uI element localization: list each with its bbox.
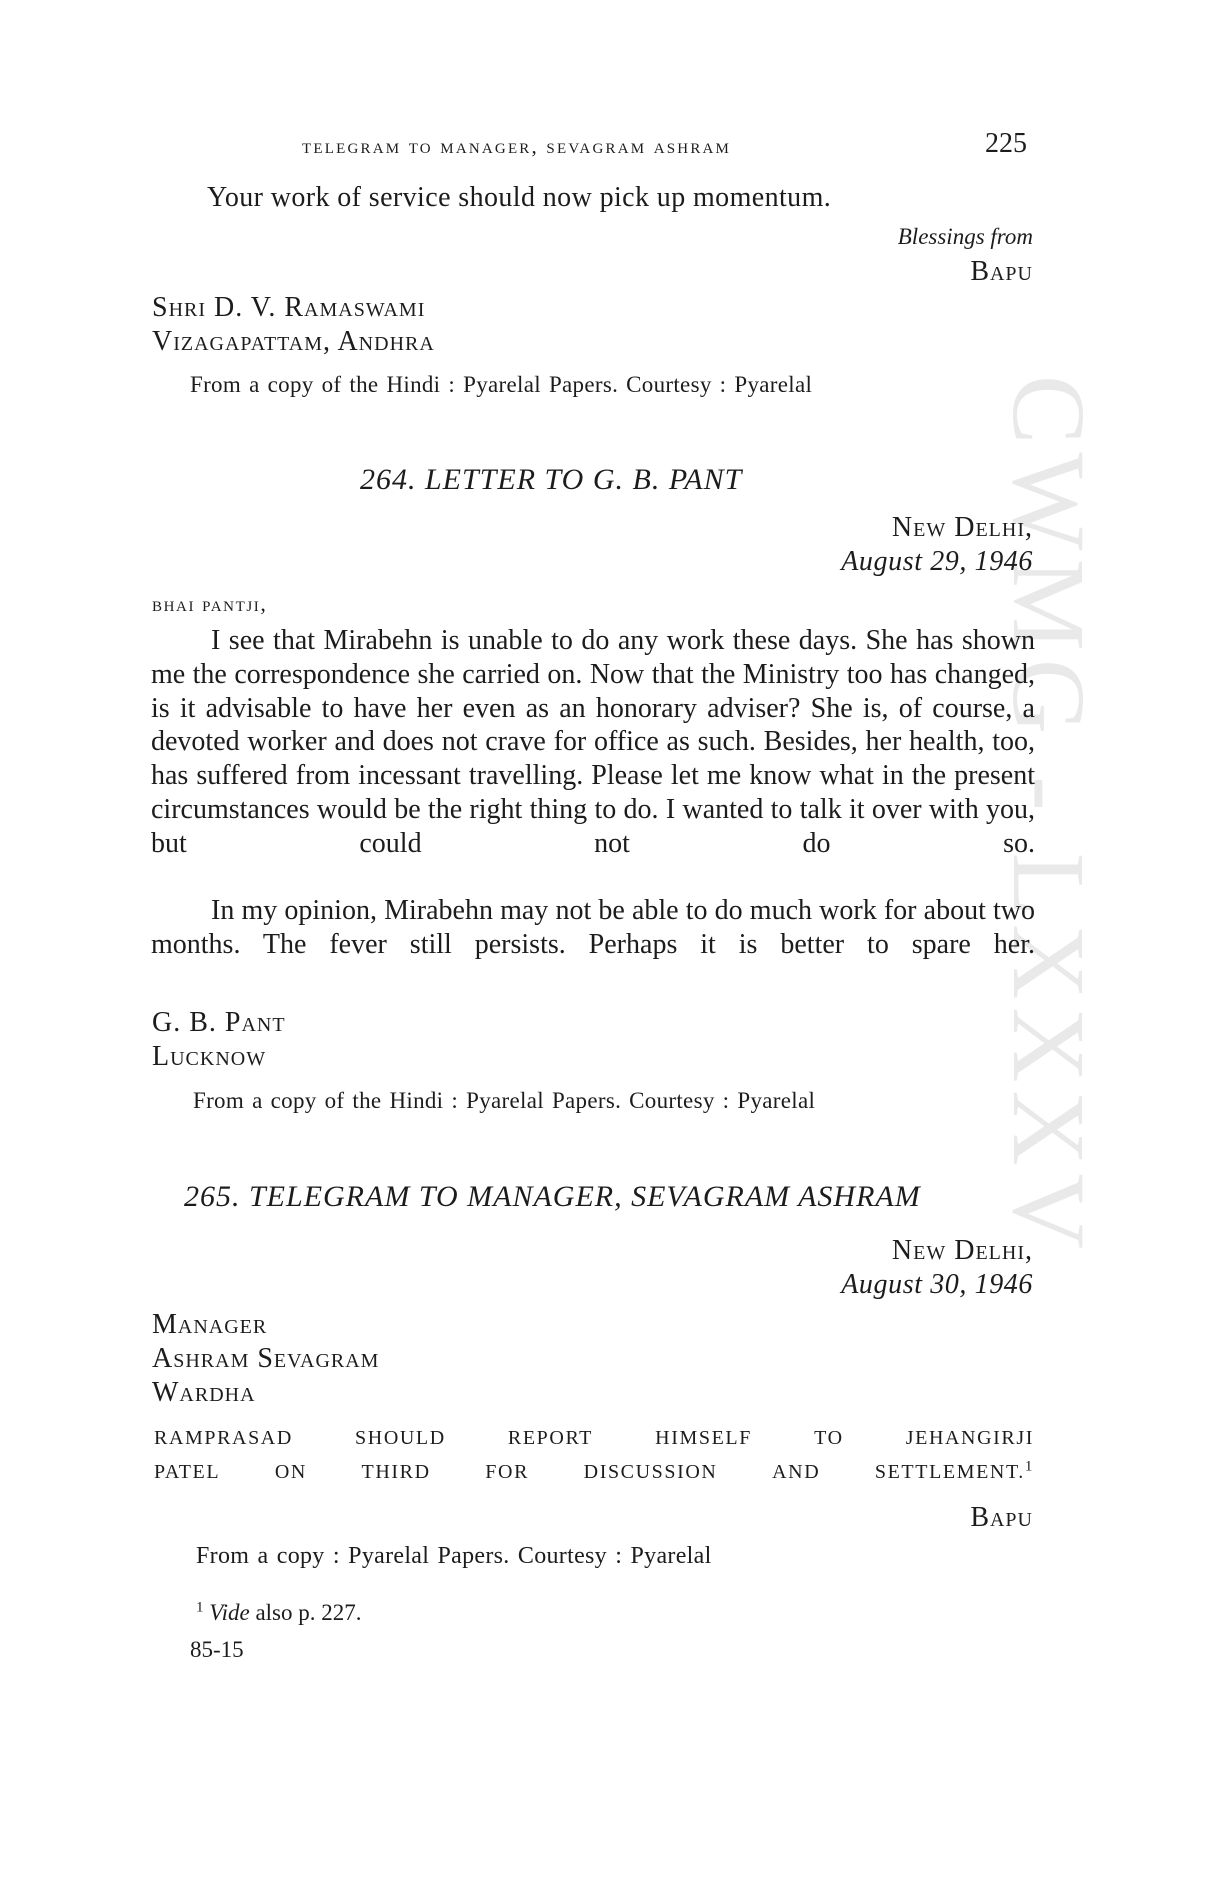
telegram-text-line-1	[154, 1427, 1034, 1450]
telegram-word: HIMSELF	[655, 1427, 752, 1449]
addressee-name: Shri D. V. Ramaswami	[152, 292, 426, 323]
telegram-address-line-2: Ashram Sevagram	[152, 1343, 380, 1374]
footnote-reference: 1	[1024, 1458, 1034, 1475]
item-265-place: New Delhi,	[891, 1235, 1033, 1266]
item-264-place: New Delhi,	[891, 512, 1033, 543]
telegram-word: THIRD	[361, 1461, 431, 1483]
telegram-word: AND	[772, 1461, 821, 1483]
telegram-word: REPORT	[507, 1427, 594, 1449]
telegram-last-word	[874, 1458, 1034, 1484]
item-265-signature: Bapu	[970, 1502, 1033, 1533]
telegram-word: PATEL	[154, 1461, 221, 1483]
letter-paragraph-2	[151, 894, 1035, 962]
blessings-from: Blessings from	[897, 224, 1033, 249]
item-265-date: August 30, 1946	[841, 1269, 1033, 1300]
telegram-word: SHOULD	[355, 1427, 446, 1449]
telegram-text-line-2	[154, 1458, 1034, 1484]
letter-paragraph-1	[151, 624, 1035, 861]
printer-signature-mark: 85-15	[190, 1637, 244, 1662]
telegram-word: TO	[814, 1427, 844, 1449]
telegram-word: JEHANGIRJI	[905, 1427, 1034, 1449]
item-265-heading: 265. TELEGRAM TO MANAGER, SEVAGRAM ASHRAM	[184, 1180, 921, 1213]
telegram-word: DISCUSSION	[583, 1461, 718, 1483]
paragraph-2-text: In my opinion, Mirabehn may not be able to do much work for about two months. The fever still persists. Perhaps it is better to spare her.	[151, 895, 1035, 960]
item-264-date: August 29, 1946	[841, 546, 1033, 577]
source-note: From a copy of the Hindi : Pyarelal Papers. Courtesy : Pyarelal	[190, 372, 813, 397]
paragraph-1-text: I see that Mirabehn is unable to do any work these days. She has shown me the correspondence she carried on. Now that the Ministry too has changed, is it advisable to have her even as an honorary adviser? She is, of course, a devoted worker and does not crave for office as such. Besides, her health, too, has suffered from incessant travelling. Please let me know what in the present circumstances would be the right thing to do. I wanted to talk it over with you, but could not do so.	[151, 625, 1035, 859]
closing-line: Your work of service should now pick up momentum.	[207, 182, 832, 213]
running-title: telegram to manager, sevagram ashram	[302, 134, 732, 158]
item-264-heading: 264. LETTER TO G. B. PANT	[360, 463, 743, 496]
telegram-word: RAMPRASAD	[154, 1427, 293, 1449]
footnote-text: also p. 227.	[249, 1600, 362, 1625]
item-264-addressee-name: G. B. Pant	[152, 1007, 286, 1038]
watermark-text: CWMG - LXXXV	[991, 375, 1106, 1257]
telegram-word: SETTLEMENT.	[874, 1461, 1025, 1483]
item-264-source: From a copy of the Hindi : Pyarelal Papers. Courtesy : Pyarelal	[193, 1088, 816, 1113]
footnote-vide: Vide	[209, 1600, 250, 1625]
footnote-marker: 1	[196, 1599, 204, 1616]
signature-bapu: Bapu	[970, 256, 1033, 287]
telegram-address-line-3: Wardha	[152, 1377, 256, 1408]
telegram-address-line-1: Manager	[152, 1309, 268, 1340]
addressee-place: Vizagapattam, Andhra	[152, 326, 435, 357]
telegram-word: ON	[274, 1461, 307, 1483]
salutation: bhai pantji,	[152, 591, 268, 616]
telegram-word: FOR	[485, 1461, 530, 1483]
item-264-addressee-place: Lucknow	[152, 1041, 267, 1072]
item-265-source: From a copy : Pyarelal Papers. Courtesy : Pyarelal	[196, 1543, 712, 1569]
footnote	[196, 1600, 362, 1626]
page-number: 225	[985, 128, 1027, 159]
